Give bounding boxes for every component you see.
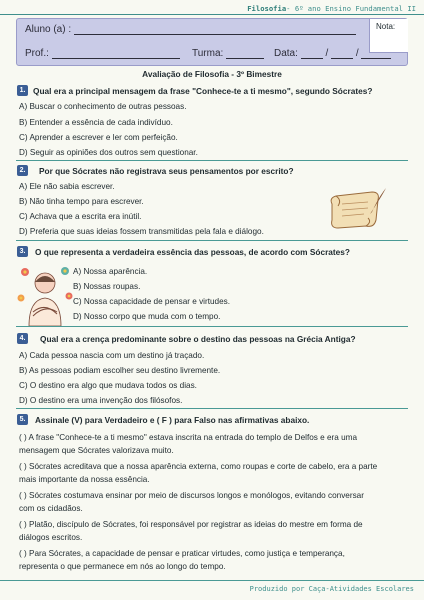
q3-option-b[interactable]: B) Nossas roupas. [73,282,141,291]
q2-option-d[interactable]: D) Preferia que suas ideias fossem transmitidas pela fala e diálogo. [19,227,264,236]
question-number-badge: 4. [17,333,28,344]
footer-credit: Produzido por Caça-Atividades Escolares [249,585,414,593]
q4-option-b[interactable]: B) As pessoas podiam escolher seu destino livremente. [19,366,221,375]
q5-statement-2[interactable]: ( ) Sócrates acreditava que a nossa aparência externa, como roupas e corte de cabelo, era a parte [19,462,378,471]
section-divider [16,160,408,161]
aluno-field[interactable] [25,24,356,35]
q2-option-a[interactable]: A) Ele não sabia escrever. [19,182,115,191]
person-with-flowers-illustration [15,262,75,332]
prof-label: Prof.: [25,48,49,59]
q5-statement-5-cont: representa o que permanece em nós ao longo do tempo. [19,562,226,571]
section-divider [16,240,408,241]
q2-option-b[interactable]: B) Não tinha tempo para escrever. [19,197,144,206]
q1-option-b[interactable]: B) Entender a essência de cada indivíduo. [19,118,173,127]
subject-title [247,4,416,13]
prof-line [52,57,180,59]
turma-line [226,57,264,59]
q5-statement-4-cont: diálogos escritos. [19,533,83,542]
q1-option-c[interactable]: C) Aprender a escrever e ler com perfeição. [19,133,178,142]
q5-statement-1[interactable]: ( ) A frase "Conhece-te a ti mesmo" estava inscrita na entrada do templo de Delfos e era uma [19,433,358,442]
question-2-text: Por que Sócrates não registrava seus pensamentos por escrito? [39,166,294,176]
q5-statement-3[interactable]: ( ) Sócrates costumava ensinar por meio de discursos longos e monólogos, evitando conversar [19,491,364,500]
data-label: Data: [274,48,298,59]
q3-option-d[interactable]: D) Nosso corpo que muda com o tempo. [73,312,221,321]
question-5-text: Assinale (V) para Verdadeiro e ( F ) para Falso nas afirmativas abaixo. [35,415,310,425]
q4-option-c[interactable]: C) O destino era algo que mudava todos os dias. [19,381,197,390]
day-line [301,57,323,59]
turma-field[interactable] [192,48,264,59]
date-separator: / [325,48,329,59]
q5-statement-1-cont: mensagem que Sócrates valorizava muito. [19,446,174,455]
data-field[interactable] [274,48,391,59]
top-divider [0,14,424,15]
question-4-text: Qual era a crença predominante sobre o destino das pessoas na Grécia Antiga? [40,334,356,344]
q4-option-d[interactable]: D) O destino era uma invenção dos filósofos. [19,396,183,405]
question-1-text: Qual era a principal mensagem da frase "Conhece-te a ti mesmo", segundo Sócrates? [33,86,373,96]
document-title: Avaliação de Filosofia - 3º Bimestre [142,69,282,79]
question-3-text: O que representa a verdadeira essência das pessoas, de acordo com Sócrates? [35,247,350,257]
month-line [331,57,353,59]
nota-label: Nota: [376,22,396,31]
section-divider [16,408,408,409]
question-number-badge: 3. [17,246,28,257]
turma-label: Turma: [192,48,224,59]
q4-option-a[interactable]: A) Cada pessoa nascia com um destino já traçado. [19,351,205,360]
section-divider [16,326,408,327]
q3-option-c[interactable]: C) Nossa capacidade de pensar e virtudes. [73,297,231,306]
prof-field[interactable] [25,48,180,59]
q3-option-a[interactable]: A) Nossa aparência. [73,267,148,276]
aluno-line [74,33,356,35]
q1-option-d[interactable]: D) Seguir as opiniões dos outros sem questionar. [19,148,198,157]
footer-divider [0,580,424,581]
scroll-quill-illustration [326,186,388,232]
question-number-badge: 2. [17,165,28,176]
q2-option-c[interactable]: C) Achava que a escrita era inútil. [19,212,142,221]
grade-label: - 6º ano Ensino Fundamental II [286,4,416,13]
q5-statement-2-cont: mais importante da nossa essência. [19,475,150,484]
q5-statement-3-cont: com os cidadãos. [19,504,83,513]
year-line [361,57,391,59]
q5-statement-4[interactable]: ( ) Platão, discípulo de Sócrates, foi responsável por registrar as ideias do mestre em forma de [19,520,363,529]
q5-statement-5[interactable]: ( ) Para Sócrates, a capacidade de pensar e praticar virtudes, como justiça e temperança, [19,549,345,558]
aluno-label: Aluno (a) : [25,24,72,35]
top-bar [0,0,424,17]
date-separator: / [355,48,359,59]
student-info-box [16,18,408,66]
subject-name: Filosofia [247,4,287,13]
question-number-badge: 1. [17,85,28,96]
q1-option-a[interactable]: A) Buscar o conhecimento de outras pessoas. [19,102,187,111]
question-number-badge: 5. [17,414,28,425]
